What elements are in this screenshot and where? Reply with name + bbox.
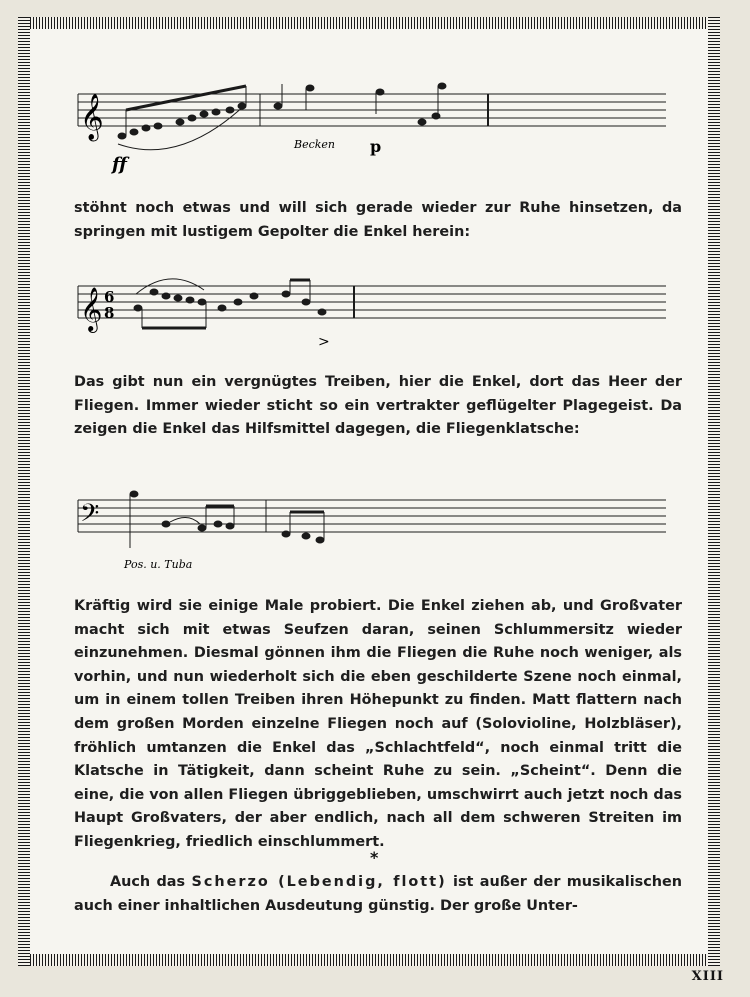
instrument-label-pos-tuba: Pos. u. Tuba — [124, 558, 193, 571]
paragraph-4-text: ist außer der musikalischen auch einer inhaltlichen Ausdeutung günstig. Der große Unter- — [74, 874, 683, 914]
paragraph-1: stöhnt noch etwas und will sich gerade wieder zur Ruhe hinsetzen, da springen mit lustigem Gepolter die Enkel herein: — [74, 200, 682, 240]
scherzo-heading: Scherzo (Lebendig, flott) — [191, 874, 447, 890]
page-border-right — [708, 17, 720, 966]
music-example-2 — [70, 272, 670, 354]
paragraph-4 — [74, 871, 682, 918]
paragraph-3: Kräftig wird sie einige Male probiert. Die Enkel ziehen ab, und Großvater macht sich mit etwas Seufzen daran, seinen Schlummersitz wieder einzunehmen. Diesmal gönnen ihm die Fliegen die Ruhe noch weniger, als vorhin, und nun wiederholt sich die eben geschilderte Szene noch einmal, um in einem tollen Treiben ihren Höhepunkt zu finden. Matt flattern nach dem großen Morden einzelne Fliegen noch auf (Solovioline, Holzbläser), fröhlich umtanzen die Enkel das „Schlachtfeld“, noch einmal tritt die Klatsche in Tätigkeit, dann scheint Ruhe zu sein. „Scheint“. Denn die eine, die von allen Fliegen übriggeblieben, umschwirrt auch jetzt noch das Haupt Großvaters, der aber endlich, nach all dem schweren Streiten im Fliegenkrieg, friedlich einschlummert. — [74, 598, 682, 850]
dynamic-ff: ff — [112, 154, 127, 175]
music-example-1 — [70, 66, 670, 178]
time-signature-bottom: 8 — [104, 304, 115, 322]
page-number: XIII — [691, 969, 724, 984]
time-signature-top: 6 — [104, 288, 115, 306]
paragraph-4-lead: Auch das — [110, 874, 186, 890]
music-example-3 — [70, 476, 670, 574]
page-border-left — [18, 17, 30, 966]
bass-clef-icon: 𝄢 — [80, 499, 100, 534]
treble-clef-icon: 𝄞 — [80, 94, 104, 140]
dynamic-p: p — [370, 137, 382, 156]
paragraph-2: Das gibt nun ein vergnügtes Treiben, hier die Enkel, dort das Heer der Fliegen. Immer wieder sticht so ein vertrakter geflügelter Plagegeist. Da zeigen die Enkel das Hilfsmittel dagegen, die Fliegenklatsche: — [74, 374, 682, 438]
accent-mark: > — [318, 334, 330, 350]
treble-clef-icon: 𝄞 — [80, 287, 103, 331]
instrument-label-becken: Becken — [294, 138, 336, 151]
section-separator: * — [370, 848, 379, 867]
